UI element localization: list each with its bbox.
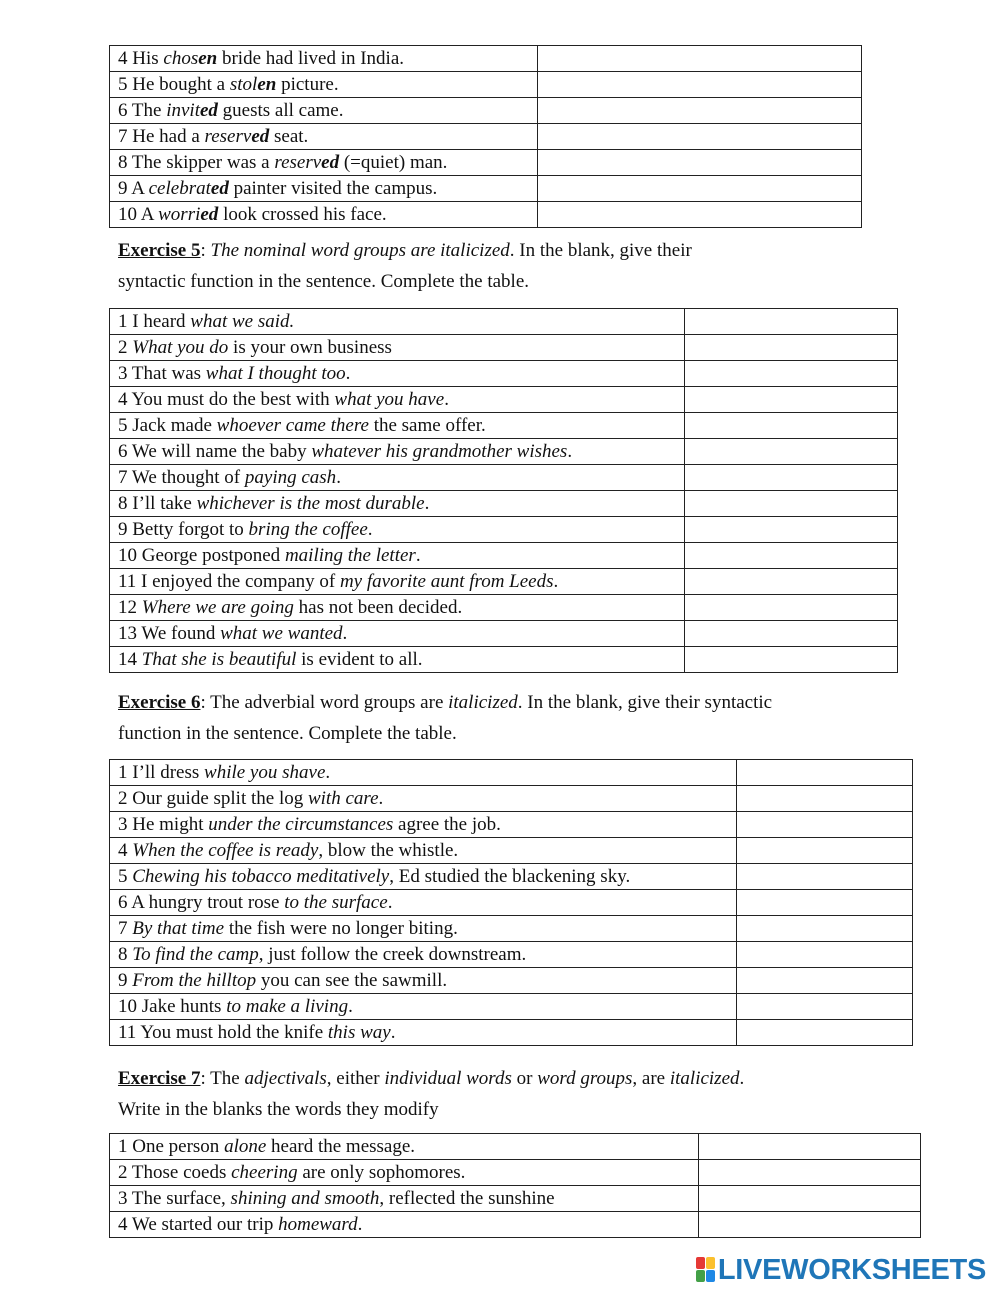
table-row: [110, 621, 898, 647]
exercise5-instruction-1: : The nominal word groups are italicized. In the blank, give their: [200, 240, 692, 261]
answer-input[interactable]: [685, 465, 897, 490]
answer-input[interactable]: [685, 647, 897, 672]
answer-cell[interactable]: [685, 491, 898, 517]
sentence-cell: 5 He bought a stolen picture.: [110, 72, 538, 98]
table-row: [110, 942, 913, 968]
sentence-cell: 6 We will name the baby whatever his grandmother wishes.: [110, 439, 685, 465]
answer-input[interactable]: [737, 838, 912, 863]
exercise7-heading: [118, 1063, 744, 1125]
table-row: [110, 491, 898, 517]
table-row: [110, 98, 862, 124]
exercise5-instruction-line1: [118, 235, 692, 266]
sentence-cell: 11 You must hold the knife this way.: [110, 1020, 737, 1046]
sentence-cell: 6 The invited guests all came.: [110, 98, 538, 124]
answer-cell[interactable]: [685, 309, 898, 335]
table-row: [110, 647, 898, 673]
sentence-cell: 9 From the hilltop you can see the sawmill.: [110, 968, 737, 994]
table-row: [110, 916, 913, 942]
table-row: [110, 786, 913, 812]
table-row: [110, 968, 913, 994]
answer-cell[interactable]: [737, 942, 913, 968]
table-row: [110, 838, 913, 864]
answer-cell[interactable]: [737, 864, 913, 890]
table-row: [110, 595, 898, 621]
answer-input[interactable]: [685, 309, 897, 334]
answer-cell[interactable]: [538, 46, 862, 72]
answer-input[interactable]: [737, 864, 912, 889]
liveworksheets-brand: LIVEWORKSHEETS: [717, 1253, 986, 1286]
sentence-cell: 8 The skipper was a reserved (=quiet) man.: [110, 150, 538, 176]
table-row: [110, 760, 913, 786]
sentence-cell: 2 Those coeds cheering are only sophomores.: [110, 1160, 699, 1186]
exercise4-table: [109, 45, 862, 228]
answer-input[interactable]: [685, 595, 897, 620]
sentence-cell: 10 George postponed mailing the letter.: [110, 543, 685, 569]
sentence-cell: 11 I enjoyed the company of my favorite aunt from Leeds.: [110, 569, 685, 595]
table-row: [110, 864, 913, 890]
sentence-cell: 1 I’ll dress while you shave.: [110, 760, 737, 786]
answer-cell[interactable]: [685, 413, 898, 439]
answer-cell[interactable]: [538, 202, 862, 228]
answer-cell[interactable]: [737, 994, 913, 1020]
sentence-cell: 13 We found what we wanted.: [110, 621, 685, 647]
table-row: [110, 890, 913, 916]
answer-cell[interactable]: [737, 838, 913, 864]
table-row: [110, 517, 898, 543]
answer-input[interactable]: [737, 786, 912, 811]
exercise5-rows: [110, 309, 898, 673]
answer-cell[interactable]: [685, 439, 898, 465]
answer-input[interactable]: [737, 812, 912, 837]
answer-input[interactable]: [685, 335, 897, 360]
answer-cell[interactable]: [538, 124, 862, 150]
answer-input[interactable]: [685, 543, 897, 568]
answer-cell[interactable]: [685, 543, 898, 569]
answer-input[interactable]: [737, 1020, 912, 1045]
answer-input[interactable]: [685, 361, 897, 386]
sentence-cell: 12 Where we are going has not been decided.: [110, 595, 685, 621]
sentence-cell: 9 A celebrated painter visited the campus.: [110, 176, 538, 202]
answer-input[interactable]: [737, 994, 912, 1019]
exercise5-table: [109, 308, 898, 673]
answer-input[interactable]: [538, 202, 861, 227]
exercise7-rows: [110, 1134, 921, 1238]
answer-cell[interactable]: [737, 786, 913, 812]
answer-cell[interactable]: [699, 1212, 921, 1238]
sentence-cell: 1 I heard what we said.: [110, 309, 685, 335]
answer-input[interactable]: [685, 621, 897, 646]
table-row: [110, 387, 898, 413]
sentence-cell: 14 That she is beautiful is evident to all.: [110, 647, 685, 673]
answer-input[interactable]: [699, 1212, 920, 1237]
exercise5-heading: [118, 235, 692, 297]
table-row: [110, 413, 898, 439]
exercise6-rows: [110, 760, 913, 1046]
answer-cell[interactable]: [737, 1020, 913, 1046]
answer-input[interactable]: [699, 1160, 920, 1185]
answer-cell[interactable]: [685, 387, 898, 413]
answer-input[interactable]: [538, 72, 861, 97]
answer-input[interactable]: [685, 413, 897, 438]
exercise5-title: Exercise 5: [118, 240, 201, 261]
exercise7-instruction-line1: [118, 1063, 744, 1094]
liveworksheets-logo: [696, 1253, 986, 1287]
table-row: [110, 543, 898, 569]
table-row: [110, 361, 898, 387]
exercise7-instruction-1: : The adjectivals, either individual words or word groups, are italicized.: [200, 1068, 745, 1089]
sentence-cell: 2 What you do is your own business: [110, 335, 685, 361]
exercise4-rows: [110, 46, 862, 228]
answer-input[interactable]: [699, 1186, 920, 1211]
answer-input[interactable]: [538, 124, 861, 149]
sentence-cell: 7 By that time the fish were no longer biting.: [110, 916, 737, 942]
table-row: [110, 150, 862, 176]
table-row: [110, 1020, 913, 1046]
answer-cell[interactable]: [737, 812, 913, 838]
answer-cell[interactable]: [538, 176, 862, 202]
sentence-cell: 3 The surface, shining and smooth, reflected the sunshine: [110, 1186, 699, 1212]
exercise5-instruction-line2: syntactic function in the sentence. Complete the table.: [118, 271, 530, 292]
answer-cell[interactable]: [685, 647, 898, 673]
answer-cell[interactable]: [737, 968, 913, 994]
exercise7-title: Exercise 7: [118, 1068, 201, 1089]
exercise7-instruction-line2: Write in the blanks the words they modify: [118, 1099, 439, 1120]
exercise6-title: Exercise 6: [118, 692, 201, 713]
answer-cell[interactable]: [737, 890, 913, 916]
sentence-cell: 4 His chosen bride had lived in India.: [110, 46, 538, 72]
exercise6-instruction-1: : The adverbial word groups are italicized. In the blank, give their syntactic: [200, 692, 773, 713]
answer-input[interactable]: [538, 150, 861, 175]
answer-input[interactable]: [538, 176, 861, 201]
exercise6-instruction-line2: function in the sentence. Complete the table.: [118, 723, 457, 744]
table-row: [110, 335, 898, 361]
sentence-cell: 2 Our guide split the log with care.: [110, 786, 737, 812]
exercise7-table: [109, 1133, 921, 1238]
answer-input[interactable]: [685, 439, 897, 464]
table-row: [110, 202, 862, 228]
answer-cell[interactable]: [685, 595, 898, 621]
answer-cell[interactable]: [685, 335, 898, 361]
sentence-cell: 10 A worried look crossed his face.: [110, 202, 538, 228]
table-row: [110, 124, 862, 150]
table-row: [110, 439, 898, 465]
sentence-cell: 10 Jake hunts to make a living.: [110, 994, 737, 1020]
sentence-cell: 5 Jack made whoever came there the same offer.: [110, 413, 685, 439]
answer-cell[interactable]: [699, 1160, 921, 1186]
table-row: [110, 1186, 921, 1212]
table-row: [110, 812, 913, 838]
liveworksheets-logo-icon: [696, 1257, 714, 1283]
table-row: [110, 72, 862, 98]
table-row: [110, 994, 913, 1020]
sentence-cell: 6 A hungry trout rose to the surface.: [110, 890, 737, 916]
answer-cell[interactable]: [685, 361, 898, 387]
answer-cell[interactable]: [538, 150, 862, 176]
answer-cell[interactable]: [737, 760, 913, 786]
table-row: [110, 1212, 921, 1238]
answer-input[interactable]: [737, 760, 912, 785]
exercise6-table: [109, 759, 913, 1046]
sentence-cell: 7 We thought of paying cash.: [110, 465, 685, 491]
exercise6-heading: [118, 687, 772, 749]
table-row: [110, 176, 862, 202]
answer-cell[interactable]: [538, 98, 862, 124]
answer-cell[interactable]: [699, 1186, 921, 1212]
sentence-cell: 4 You must do the best with what you have.: [110, 387, 685, 413]
answer-input[interactable]: [538, 46, 861, 71]
sentence-cell: 4 We started our trip homeward.: [110, 1212, 699, 1238]
sentence-cell: 3 That was what I thought too.: [110, 361, 685, 387]
answer-cell[interactable]: [685, 621, 898, 647]
sentence-cell: 8 I’ll take whichever is the most durable.: [110, 491, 685, 517]
answer-input[interactable]: [685, 491, 897, 516]
answer-input[interactable]: [737, 916, 912, 941]
answer-input[interactable]: [685, 387, 897, 412]
table-row: [110, 46, 862, 72]
answer-input[interactable]: [685, 569, 897, 594]
answer-cell[interactable]: [685, 569, 898, 595]
answer-cell[interactable]: [685, 465, 898, 491]
table-row: [110, 1160, 921, 1186]
sentence-cell: 3 He might under the circumstances agree the job.: [110, 812, 737, 838]
answer-cell[interactable]: [685, 517, 898, 543]
exercise6-instruction-line1: [118, 687, 772, 718]
table-row: [110, 1134, 921, 1160]
answer-input[interactable]: [685, 517, 897, 542]
sentence-cell: 8 To find the camp, just follow the creek downstream.: [110, 942, 737, 968]
table-row: [110, 465, 898, 491]
sentence-cell: 7 He had a reserved seat.: [110, 124, 538, 150]
table-row: [110, 309, 898, 335]
answer-cell[interactable]: [699, 1134, 921, 1160]
answer-input[interactable]: [737, 942, 912, 967]
answer-cell[interactable]: [737, 916, 913, 942]
answer-input[interactable]: [538, 98, 861, 123]
sentence-cell: 1 One person alone heard the message.: [110, 1134, 699, 1160]
answer-input[interactable]: [737, 968, 912, 993]
sentence-cell: 5 Chewing his tobacco meditatively, Ed studied the blackening sky.: [110, 864, 737, 890]
answer-input[interactable]: [699, 1134, 920, 1159]
table-row: [110, 569, 898, 595]
sentence-cell: 4 When the coffee is ready, blow the whistle.: [110, 838, 737, 864]
sentence-cell: 9 Betty forgot to bring the coffee.: [110, 517, 685, 543]
answer-input[interactable]: [737, 890, 912, 915]
answer-cell[interactable]: [538, 72, 862, 98]
